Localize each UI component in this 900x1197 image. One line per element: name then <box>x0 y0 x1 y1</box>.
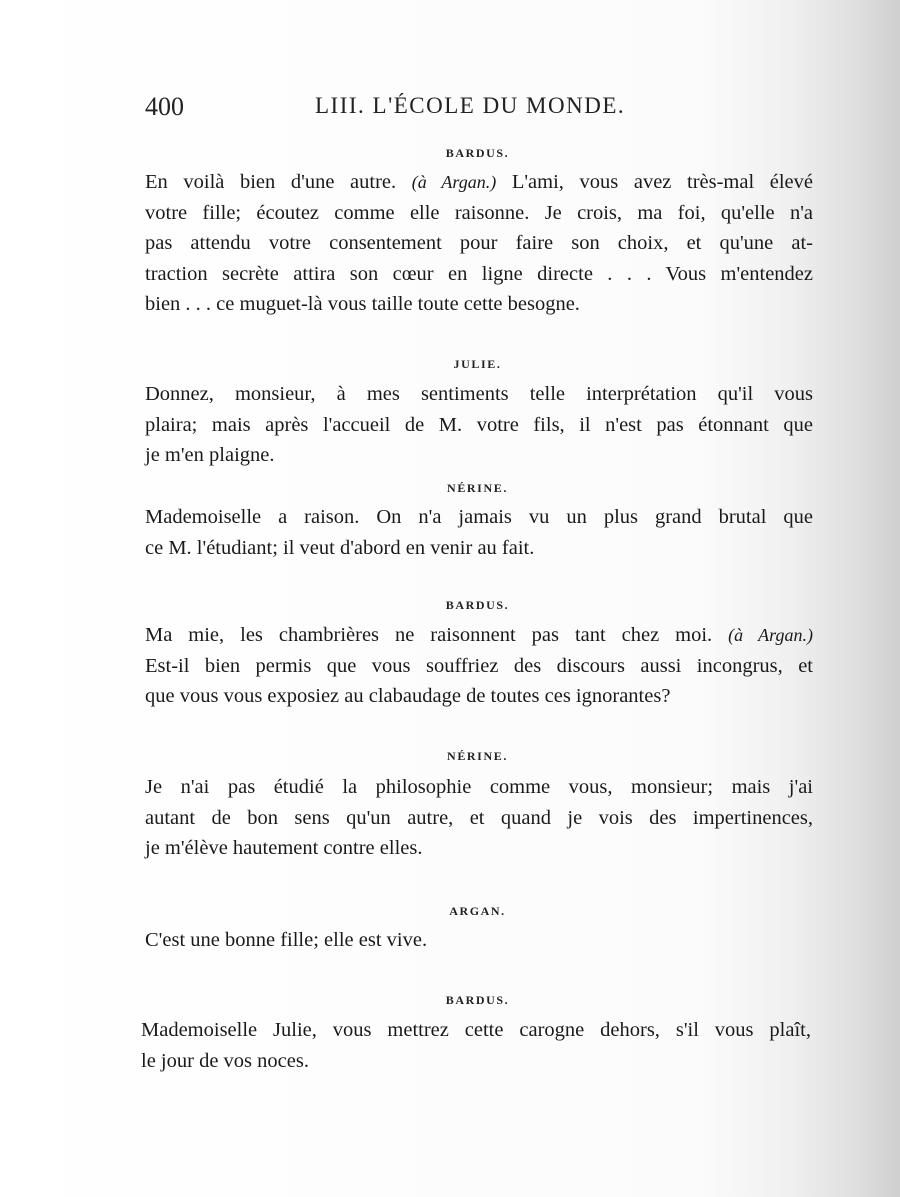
speech-line: Donnez, monsieur, à mes sentiments telle interprétation qu'il vous <box>145 383 813 405</box>
speaker-label: BARDUS. <box>445 598 510 612</box>
speech-line: ce M. l'étudiant; il veut d'abord en venir au fait. <box>145 536 535 559</box>
speech-line: votre fille; écoutez comme elle raisonne. Je crois, ma foi, qu'elle n'a <box>145 201 813 224</box>
speech-line: je m'en plaigne. <box>145 444 275 466</box>
speech-block <box>145 379 813 471</box>
speaker-label: ARGAN. <box>449 904 506 918</box>
speech-line: Ma mie, les chambrières ne raisonnent pas tant chez moi. (à Argan.) <box>145 624 813 646</box>
speech-line: Je n'ai pas étudié la philosophie comme vous, monsieur; mais j'ai <box>145 776 813 798</box>
speech-line: que vous vous exposiez au clabaudage de toutes ces ignorantes? <box>145 685 671 707</box>
speech-line: bien . . . ce muguet-là vous taille toute cette besogne. <box>145 293 580 315</box>
speech-block <box>141 1015 811 1076</box>
speech-line: Mademoiselle Julie, vous mettrez cette carogne dehors, s'il vous plaît, <box>141 1019 811 1041</box>
stage-direction: (à Argan.) <box>728 625 813 645</box>
speaker-label: BARDUS. <box>445 993 510 1007</box>
speaker-label: NÉRINE. <box>447 481 508 495</box>
speech-line: Est-il bien permis que vous souffriez des discours aussi incongrus, et <box>145 654 813 677</box>
speaker-label: JULIE. <box>453 357 502 371</box>
page-number: 400 <box>145 92 184 121</box>
speech-line: je m'élève hautement contre elles. <box>145 837 423 859</box>
speech-line: le jour de vos noces. <box>141 1049 309 1072</box>
speech-block <box>145 167 813 320</box>
speaker-label: NÉRINE. <box>447 749 508 763</box>
speech-line: En voilà bien d'une autre. (à Argan.) L'ami, vous avez très-mal élevé <box>145 171 814 193</box>
running-title: LIII. L'ÉCOLE DU MONDE. <box>315 93 626 118</box>
speech-line: autant de bon sens qu'un autre, et quand je vois des impertinences, <box>145 806 813 829</box>
speech-block <box>145 772 813 864</box>
speech-block <box>145 925 813 956</box>
speech-block <box>145 620 813 712</box>
speech-line: Mademoiselle a raison. On n'a jamais vu un plus grand brutal que <box>145 506 813 528</box>
stage-direction: (à Argan.) <box>411 172 497 192</box>
page-header <box>145 92 665 128</box>
speech-line: C'est une bonne fille; elle est vive. <box>145 929 428 951</box>
speaker-label: BARDUS. <box>445 146 510 160</box>
speech-block <box>145 502 813 563</box>
speech-line: traction secrète attira son cœur en ligne directe . . . Vous m'entendez <box>145 262 813 285</box>
speech-line: plaira; mais après l'accueil de M. votre fils, il n'est pas étonnant que <box>145 413 813 436</box>
speech-line: pas attendu votre consentement pour faire son choix, et qu'une at- <box>145 232 813 254</box>
